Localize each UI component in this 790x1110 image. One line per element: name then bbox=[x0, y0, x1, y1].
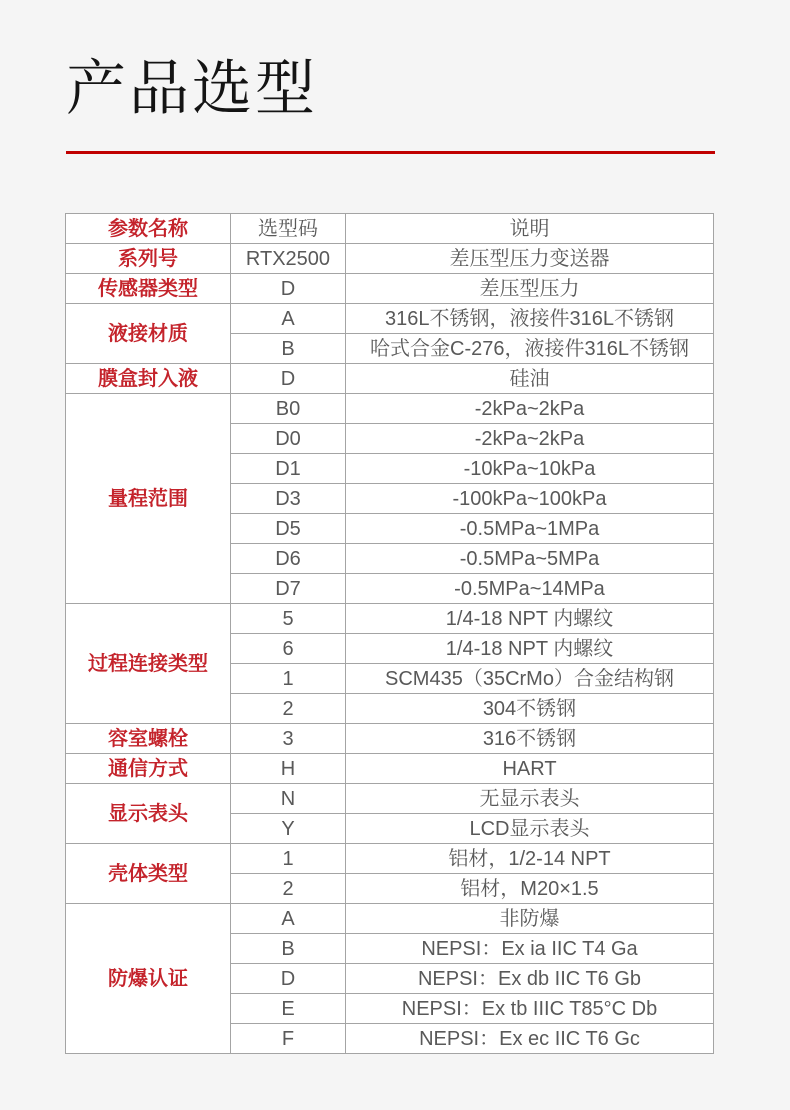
param-name-cell: 显示表头 bbox=[66, 784, 231, 844]
description-cell: -0.5MPa~14MPa bbox=[346, 574, 714, 604]
code-cell: N bbox=[231, 784, 346, 814]
code-cell: D6 bbox=[231, 544, 346, 574]
description-cell: NEPSI：Ex ia IIC T4 Ga bbox=[346, 934, 714, 964]
param-name-cell: 膜盒封入液 bbox=[66, 364, 231, 394]
description-cell: 差压型压力变送器 bbox=[346, 244, 714, 274]
code-cell: A bbox=[231, 304, 346, 334]
param-name-cell: 量程范围 bbox=[66, 394, 231, 604]
code-cell: D5 bbox=[231, 514, 346, 544]
description-cell: 316L不锈钢，液接件316L不锈钢 bbox=[346, 304, 714, 334]
code-cell: 2 bbox=[231, 874, 346, 904]
code-cell: 6 bbox=[231, 634, 346, 664]
code-cell: D3 bbox=[231, 484, 346, 514]
table-row bbox=[66, 364, 714, 394]
param-name-cell: 液接材质 bbox=[66, 304, 231, 364]
table-row bbox=[66, 844, 714, 874]
table-header-row bbox=[66, 214, 714, 244]
param-name-cell: 过程连接类型 bbox=[66, 604, 231, 724]
description-cell: 1/4-18 NPT 内螺纹 bbox=[346, 634, 714, 664]
description-cell: 316不锈钢 bbox=[346, 724, 714, 754]
table-row bbox=[66, 784, 714, 814]
column-header-param-name: 参数名称 bbox=[66, 214, 231, 244]
description-cell: 1/4-18 NPT 内螺纹 bbox=[346, 604, 714, 634]
code-cell: F bbox=[231, 1024, 346, 1054]
description-cell: NEPSI：Ex ec IIC T6 Gc bbox=[346, 1024, 714, 1054]
description-cell: 304不锈钢 bbox=[346, 694, 714, 724]
code-cell: D bbox=[231, 274, 346, 304]
code-cell: B bbox=[231, 934, 346, 964]
description-cell: 非防爆 bbox=[346, 904, 714, 934]
code-cell: H bbox=[231, 754, 346, 784]
table-row bbox=[66, 724, 714, 754]
description-cell: 铝材，1/2-14 NPT bbox=[346, 844, 714, 874]
description-cell: SCM435（35CrMo）合金结构钢 bbox=[346, 664, 714, 694]
description-cell: -0.5MPa~5MPa bbox=[346, 544, 714, 574]
code-cell: 3 bbox=[231, 724, 346, 754]
column-header-description: 说明 bbox=[346, 214, 714, 244]
code-cell: 1 bbox=[231, 664, 346, 694]
table-row bbox=[66, 274, 714, 304]
param-name-cell: 传感器类型 bbox=[66, 274, 231, 304]
description-cell: 无显示表头 bbox=[346, 784, 714, 814]
code-cell: D1 bbox=[231, 454, 346, 484]
description-cell: -2kPa~2kPa bbox=[346, 394, 714, 424]
description-cell: -10kPa~10kPa bbox=[346, 454, 714, 484]
param-name-cell: 壳体类型 bbox=[66, 844, 231, 904]
description-cell: -100kPa~100kPa bbox=[346, 484, 714, 514]
code-cell: RTX2500 bbox=[231, 244, 346, 274]
code-cell: 2 bbox=[231, 694, 346, 724]
code-cell: D7 bbox=[231, 574, 346, 604]
param-name-cell: 通信方式 bbox=[66, 754, 231, 784]
column-header-code: 选型码 bbox=[231, 214, 346, 244]
code-cell: B0 bbox=[231, 394, 346, 424]
code-cell: D0 bbox=[231, 424, 346, 454]
param-name-cell: 系列号 bbox=[66, 244, 231, 274]
description-cell: 铝材，M20×1.5 bbox=[346, 874, 714, 904]
code-cell: 1 bbox=[231, 844, 346, 874]
description-cell: HART bbox=[346, 754, 714, 784]
code-cell: Y bbox=[231, 814, 346, 844]
description-cell: -0.5MPa~1MPa bbox=[346, 514, 714, 544]
product-selection-table bbox=[65, 213, 714, 1054]
title-underline bbox=[66, 151, 715, 154]
table-row bbox=[66, 304, 714, 334]
code-cell: D bbox=[231, 364, 346, 394]
code-cell: B bbox=[231, 334, 346, 364]
description-cell: LCD显示表头 bbox=[346, 814, 714, 844]
description-cell: 硅油 bbox=[346, 364, 714, 394]
description-cell: NEPSI：Ex db IIC T6 Gb bbox=[346, 964, 714, 994]
table-row bbox=[66, 904, 714, 934]
description-cell: 差压型压力 bbox=[346, 274, 714, 304]
table-row bbox=[66, 604, 714, 634]
code-cell: D bbox=[231, 964, 346, 994]
param-name-cell: 防爆认证 bbox=[66, 904, 231, 1054]
code-cell: A bbox=[231, 904, 346, 934]
code-cell: E bbox=[231, 994, 346, 1024]
code-cell: 5 bbox=[231, 604, 346, 634]
table-row bbox=[66, 754, 714, 784]
table-row bbox=[66, 394, 714, 424]
description-cell: NEPSI：Ex tb IIIC T85°C Db bbox=[346, 994, 714, 1024]
description-cell: 哈式合金C-276，液接件316L不锈钢 bbox=[346, 334, 714, 364]
page-title: 产品选型 bbox=[66, 55, 318, 122]
table-row bbox=[66, 244, 714, 274]
description-cell: -2kPa~2kPa bbox=[346, 424, 714, 454]
param-name-cell: 容室螺栓 bbox=[66, 724, 231, 754]
